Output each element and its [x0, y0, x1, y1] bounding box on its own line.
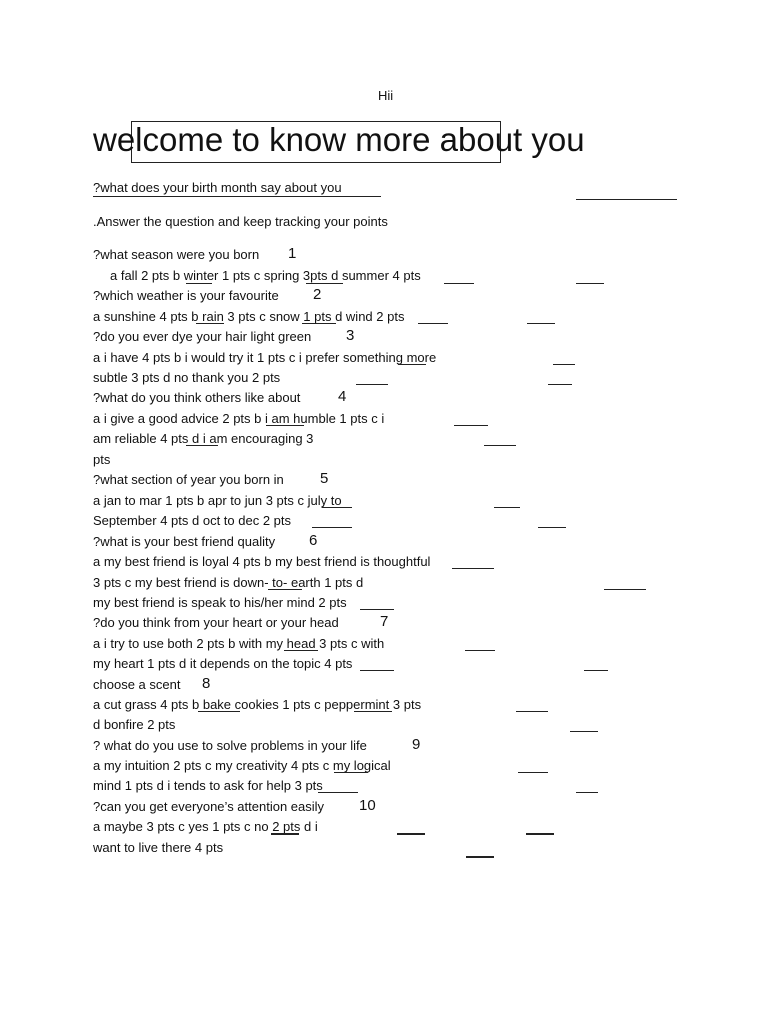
- answer-line: a maybe 3 pts c yes 1 pts c no 2 pts d i: [93, 819, 318, 834]
- question-text: ?which weather is your favourite: [93, 288, 279, 303]
- answer-blank: [306, 283, 343, 284]
- answer-blank: [518, 772, 548, 773]
- answer-blank: [584, 670, 608, 671]
- answer-blank: [452, 568, 494, 569]
- question-number: 5: [320, 470, 329, 487]
- answer-line: pts: [93, 452, 111, 467]
- answer-blank: [271, 833, 299, 835]
- answer-line: a my best friend is loyal 4 pts b my best friend is thoughtful: [93, 554, 431, 569]
- answer-blank: [397, 833, 425, 835]
- question-number: 3: [346, 327, 355, 344]
- question-text: ?what do you think others like about: [93, 390, 301, 405]
- question-text: ?what season were you born: [93, 247, 260, 262]
- question-text: ? what do you use to solve problems in your life: [93, 738, 367, 753]
- answer-blank: [360, 609, 394, 610]
- answer-blank: [198, 711, 240, 712]
- answer-blank: [266, 425, 304, 426]
- answer-line: a my intuition 2 pts c my creativity 4 pts c my logical: [93, 758, 391, 773]
- answer-line: my best friend is speak to his/her mind 2 pts: [93, 595, 347, 610]
- answer-blank: [354, 711, 392, 712]
- answer-blank: [356, 384, 388, 385]
- question-text: ?can you get everyone’s attention easily: [93, 799, 325, 814]
- question-text: choose a scent: [93, 677, 181, 692]
- question-number: 2: [313, 286, 322, 303]
- answer-line: a jan to mar 1 pts b apr to jun 3 pts c july to: [93, 493, 342, 508]
- answer-blank: [196, 323, 224, 324]
- answer-blank: [334, 772, 368, 773]
- answer-line: a sunshine 4 pts b rain 3 pts c snow 1 pts d wind 2 pts: [93, 309, 405, 324]
- answer-line: a i give a good advice 2 pts b i am humble 1 pts c i: [93, 411, 385, 426]
- answer-blank: [538, 527, 566, 528]
- question-text: ?do you ever dye your hair light green: [93, 329, 312, 344]
- answer-blank: [454, 425, 488, 426]
- answer-blank: [484, 445, 516, 446]
- answer-blank: [322, 507, 352, 508]
- answer-line: subtle 3 pts d no thank you 2 pts: [93, 370, 281, 385]
- answer-line: d bonfire 2 pts: [93, 717, 176, 732]
- answer-blank: [553, 364, 575, 365]
- question-text: ?what is your best friend quality: [93, 534, 276, 549]
- answer-blank: [466, 856, 494, 858]
- answer-line: a i have 4 pts b i would try it 1 pts c i prefer something more: [93, 350, 437, 365]
- answer-line: a i try to use both 2 pts b with my head 3 pts c with: [93, 636, 385, 651]
- answer-line: a cut grass 4 pts b bake cookies 1 pts c peppermint 3 pts: [93, 697, 422, 712]
- question-number: 7: [380, 613, 389, 630]
- answer-blank: [548, 384, 572, 385]
- blank-line: [576, 199, 677, 200]
- question-number: 8: [202, 675, 211, 692]
- instruction-text: .Answer the question and keep tracking your points: [93, 214, 388, 229]
- answer-blank: [494, 507, 520, 508]
- answer-blank: [284, 650, 318, 651]
- answer-blank: [527, 323, 555, 324]
- answer-blank: [570, 731, 598, 732]
- answer-blank: [360, 670, 394, 671]
- header-text: Hii: [378, 88, 394, 103]
- answer-blank: [186, 445, 218, 446]
- answer-blank: [398, 364, 426, 365]
- question-number: 6: [309, 532, 318, 549]
- answer-line: am reliable 4 pts d i am encouraging 3: [93, 431, 314, 446]
- answer-blank: [576, 283, 604, 284]
- answer-line: my heart 1 pts d it depends on the topic 4 pts: [93, 656, 353, 671]
- question-number: 9: [412, 736, 421, 753]
- answer-line: want to live there 4 pts: [93, 840, 224, 855]
- answer-line: 3 pts c my best friend is down- to- earth 1 pts d: [93, 575, 364, 590]
- answer-blank: [526, 833, 554, 835]
- answer-blank: [312, 527, 352, 528]
- question-text: ?do you think from your heart or your head: [93, 615, 339, 630]
- answer-blank: [444, 283, 474, 284]
- answer-blank: [604, 589, 646, 590]
- subtitle-underline: [93, 196, 381, 197]
- answer-line: September 4 pts d oct to dec 2 pts: [93, 513, 292, 528]
- answer-line: mind 1 pts d i tends to ask for help 3 pts: [93, 778, 323, 793]
- answer-blank: [268, 589, 302, 590]
- answer-blank: [186, 283, 212, 284]
- answer-blank: [465, 650, 495, 651]
- answer-blank: [318, 792, 358, 793]
- question-number: 1: [288, 245, 297, 262]
- answer-blank: [516, 711, 548, 712]
- answer-blank: [418, 323, 448, 324]
- answer-blank: [576, 792, 598, 793]
- answer-blank: [302, 323, 336, 324]
- subtitle: ?what does your birth month say about you: [93, 180, 342, 195]
- question-number: 10: [359, 797, 376, 814]
- answer-line: a fall 2 pts b winter 1 pts c spring 3pts d summer 4 pts: [110, 268, 421, 283]
- page-title: welcome to know more about you: [93, 121, 585, 158]
- question-number: 4: [338, 388, 347, 405]
- question-text: ?what section of year you born in: [93, 472, 284, 487]
